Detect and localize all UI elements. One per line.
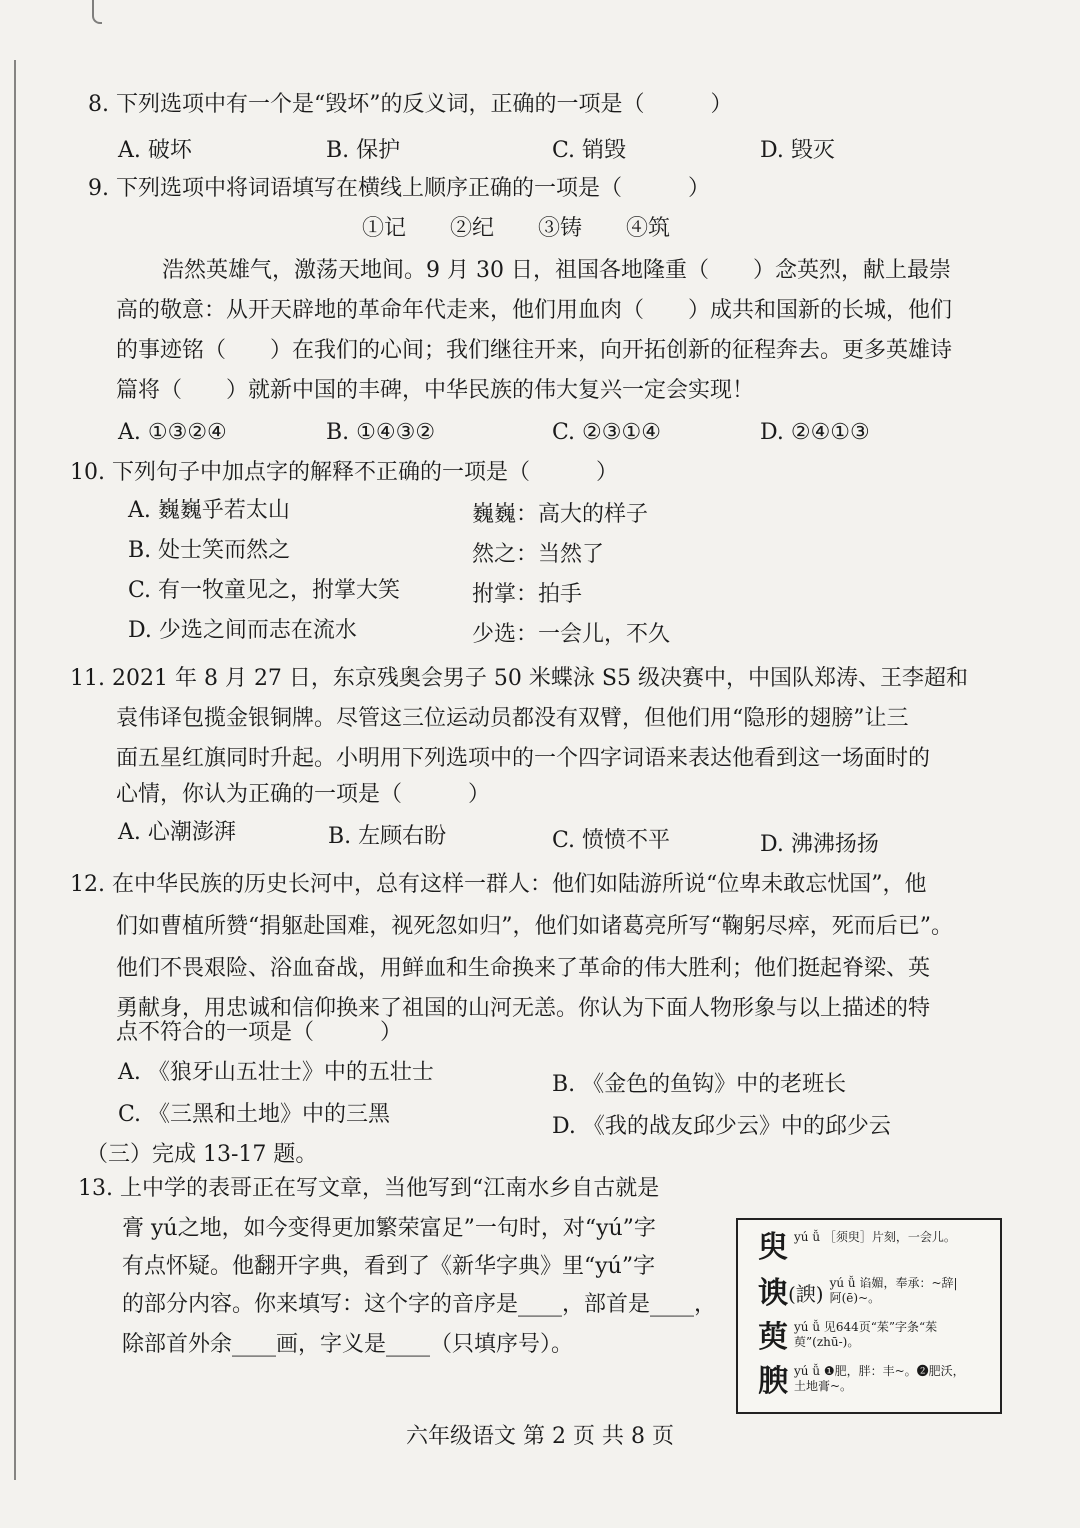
q11-line-4: 心情，你认为正确的一项是（ ） — [116, 782, 491, 807]
q12-option-c: C. 《三黑和土地》中的三黑 — [118, 1102, 391, 1127]
q13-line-2: 膏 yú之地，如今变得更加繁荣富足”一句时，对“yú”字 — [122, 1216, 656, 1241]
q13-line-4: 的部分内容。你来填写：这个字的音序是____，部首是____， — [122, 1292, 717, 1317]
dict-definition: yú ǚ 见644页“茱”字条“茱萸”(zhū-)。 — [794, 1320, 938, 1349]
q9-option-a: A. ①③②④ — [118, 420, 227, 445]
q10-explain-c: 拊掌：拍手 — [472, 582, 583, 607]
dict-entry — [758, 1364, 966, 1400]
q8-option-c: C. 销毁 — [552, 138, 627, 163]
q9-stem: 9. 下列选项中将词语填写在横线上顺序正确的一项是（ ） — [88, 176, 710, 201]
q9-passage-line-3: 的事迹铭（ ）在我们的心间；我们继往开来，向开拓创新的征程奔去。更多英雄诗 — [116, 338, 953, 363]
dict-headword: 谀 — [758, 1276, 788, 1311]
q9-passage-line-1: 浩然英雄气，激荡天地间。9 月 30 日，祖国各地隆重（ ）念英烈，献上最崇 — [162, 258, 951, 283]
q12-line-2: 们如曹植所赞“捐躯赴国难，视死忽如归”，他们如诸葛亮所写“鞠躬尽瘁，死而后已”。 — [116, 914, 953, 939]
q9-option-d: D. ②④①③ — [760, 420, 870, 445]
page-footer: 六年级语文 第 2 页 共 8 页 — [406, 1424, 674, 1449]
q12-option-d: D. 《我的战友邱少云》中的邱少云 — [552, 1114, 891, 1139]
q12-line-1: 12. 在中华民族的历史长河中，总有这样一群人：他们如陆游所说“位卑未敢忘忧国”，他 — [70, 872, 927, 897]
section-heading: （三）完成 13-17 题。 — [86, 1142, 318, 1167]
q9-option-b: B. ①④③② — [326, 420, 436, 445]
dict-headword: 腴 — [758, 1364, 788, 1399]
dict-definition: yú ǚ ［须臾］片刻，一会儿。 — [794, 1230, 956, 1244]
q12-line-4: 勇献身，用忠诚和信仰换来了祖国的山河无恙。你认为下面人物形象与以上描述的特 — [116, 996, 931, 1021]
q10-option-b: B. 处士笑而然之 — [128, 538, 291, 563]
q11-option-c: C. 愤愤不平 — [552, 828, 671, 853]
q10-option-c: C. 有一牧童见之，拊掌大笑 — [128, 578, 401, 603]
q11-line-1: 11. 2021 年 8 月 27 日，东京残奥会男子 50 米蝶泳 S5 级决赛中，中国队郑涛、王李超和 — [70, 666, 968, 691]
dictionary-excerpt — [736, 1218, 1002, 1414]
q11-line-2: 袁伟译包揽金银铜牌。尽管这三位运动员都没有双臂，但他们用“隐形的翅膀”让三 — [116, 706, 909, 731]
dict-headword: 萸 — [758, 1320, 788, 1355]
q10-explain-d: 少选：一会儿，不久 — [472, 622, 671, 647]
q11-option-d: D. 沸沸扬扬 — [760, 832, 879, 857]
q10-option-a: A. 巍巍乎若太山 — [128, 498, 290, 523]
q12-option-a: A. 《狼牙山五壮士》中的五壮士 — [118, 1060, 434, 1085]
q12-line-5: 点不符合的一项是（ ） — [116, 1020, 403, 1045]
dict-entry — [758, 1276, 960, 1312]
q8-option-a: A. 破坏 — [118, 138, 192, 163]
q13-line-3: 有点怀疑。他翻开字典，看到了《新华字典》里“yú”字 — [122, 1254, 656, 1279]
q12-line-3: 他们不畏艰险、浴血奋战，用鲜血和生命换来了革命的伟大胜利；他们挺起脊梁、英 — [116, 956, 931, 981]
q10-explain-b: 然之：当然了 — [472, 542, 605, 567]
q8-stem: 8. 下列选项中有一个是“毁坏”的反义词，正确的一项是（ ） — [88, 92, 733, 117]
q11-option-b: B. 左顾右盼 — [328, 824, 447, 849]
q10-option-d: D. 少选之间而志在流水 — [128, 618, 357, 643]
q10-explain-a: 巍巍：高大的样子 — [472, 502, 649, 527]
q11-option-a: A. 心潮澎湃 — [118, 820, 236, 845]
dict-definition: yú ǚ ❶肥，胖：丰~。❷肥沃，土地膏~。 — [794, 1364, 965, 1393]
q9-option-c: C. ②③①④ — [552, 420, 661, 445]
dict-definition: yú ǚ 谄媚，奉承：~辞|阿(ē)~。 — [829, 1276, 958, 1305]
q13-line-1: 13. 上中学的表哥正在写文章，当他写到“江南水乡自古就是 — [78, 1176, 660, 1201]
q9-passage-line-4: 篇将（ ）就新中国的丰碑，中华民族的伟大复兴一定会实现！ — [116, 378, 755, 403]
q11-line-3: 面五星红旗同时升起。小明用下列选项中的一个四字词语来表达他看到这一场面时的 — [116, 746, 931, 771]
dict-entry — [758, 1230, 966, 1266]
q10-stem: 10. 下列句子中加点字的解释不正确的一项是（ ） — [70, 460, 618, 485]
q13-line-5: 除部首外余____画，字义是____（只填序号）。 — [122, 1332, 574, 1357]
q8-option-d: D. 毁灭 — [760, 138, 835, 163]
dict-entry — [758, 1320, 966, 1356]
q9-word-choices: ①记 ②纪 ③铸 ④筑 — [362, 216, 671, 241]
q9-passage-line-2: 高的敬意：从开天辟地的革命年代走来，他们用血肉（ ）成共和国新的长城，他们 — [116, 298, 953, 323]
dict-headword: 臾 — [758, 1230, 788, 1265]
q12-option-b: B. 《金色的鱼钩》中的老班长 — [552, 1072, 847, 1097]
q8-option-b: B. 保护 — [326, 138, 401, 163]
dict-variant: (諛) — [788, 1282, 824, 1306]
